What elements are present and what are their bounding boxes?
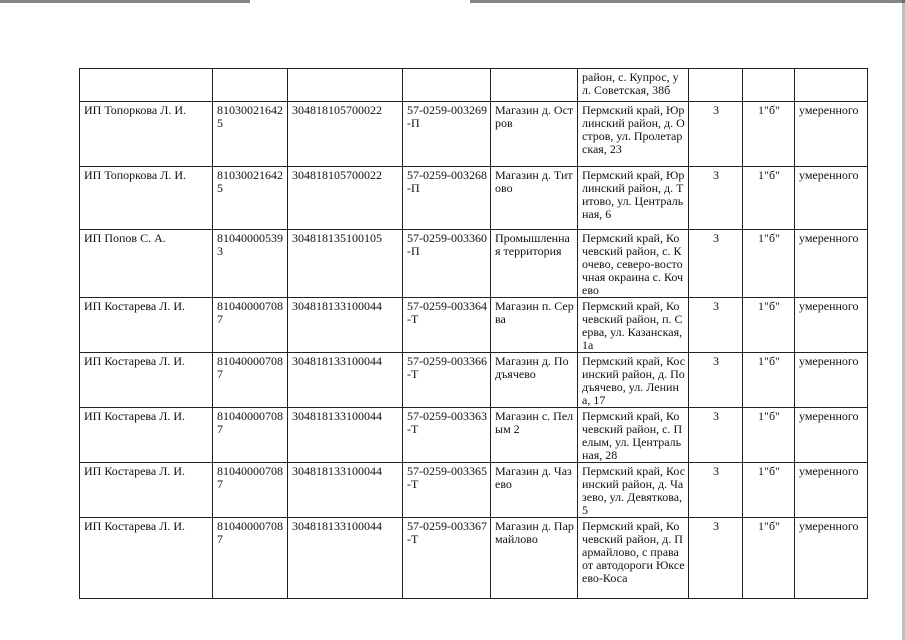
cell-object: Магазин д. Чазево — [491, 463, 578, 518]
cell-category: 1"б" — [743, 408, 795, 463]
cell-address: Пермский край, Косинский район, д. Подъячево, ул. Ленина, 17 — [578, 353, 689, 408]
cell-category: 1"б" — [743, 230, 795, 298]
cell-reg-number: 57-0259-003269-П — [403, 102, 491, 167]
cell-name: ИП Топоркова Л. И. — [80, 167, 213, 230]
cell-address: район, с. Купрос, ул. Советская, 38б — [578, 69, 689, 102]
cell-reg-number: 57-0259-003360-П — [403, 230, 491, 298]
cell-category — [743, 69, 795, 102]
cell-name — [80, 69, 213, 102]
cell-num: 3 — [689, 353, 743, 408]
cell-address: Пермский край, Кочевский район, п. Серва, ул. Казанская, 1а — [578, 298, 689, 353]
registry-table — [79, 68, 868, 599]
cell-address: Пермский край, Кочевский район, с. Пелым, ул. Центральная, 28 — [578, 408, 689, 463]
cell-category: 1"б" — [743, 518, 795, 599]
cell-ogrnip: 304818133100044 — [288, 408, 403, 463]
cell-num: 3 — [689, 463, 743, 518]
cell-ogrnip: 304818105700022 — [288, 102, 403, 167]
cell-reg-number: 57-0259-003363-Т — [403, 408, 491, 463]
cell-risk: умеренного — [795, 167, 868, 230]
cell-category: 1"б" — [743, 298, 795, 353]
cell-inn: 810300216425 — [213, 167, 288, 230]
cell-name: ИП Костарева Л. И. — [80, 463, 213, 518]
cell-inn: 810400007087 — [213, 408, 288, 463]
cell-risk — [795, 69, 868, 102]
cell-object: Магазин д. Титово — [491, 167, 578, 230]
table-row — [80, 167, 868, 230]
cell-reg-number: 57-0259-003268-П — [403, 167, 491, 230]
table-row — [80, 408, 868, 463]
table-row — [80, 298, 868, 353]
cell-reg-number — [403, 69, 491, 102]
cell-ogrnip: 304818133100044 — [288, 353, 403, 408]
cell-inn: 810400005393 — [213, 230, 288, 298]
cell-object — [491, 69, 578, 102]
cell-name: ИП Костарева Л. И. — [80, 408, 213, 463]
cell-name: ИП Костарева Л. И. — [80, 298, 213, 353]
cell-object: Магазин д. Остров — [491, 102, 578, 167]
cell-num: 3 — [689, 167, 743, 230]
cell-num: 3 — [689, 230, 743, 298]
cell-risk: умеренного — [795, 408, 868, 463]
cell-address: Пермский край, Кочевский район, с. Кочево, северо-восточная окраина с. Кочево — [578, 230, 689, 298]
cell-ogrnip: 304818133100044 — [288, 298, 403, 353]
cell-reg-number: 57-0259-003365-Т — [403, 463, 491, 518]
cell-category: 1"б" — [743, 167, 795, 230]
cell-address: Пермский край, Косинский район, д. Чазево, ул. Девяткова, 5 — [578, 463, 689, 518]
cell-risk: умеренного — [795, 298, 868, 353]
cell-num: 3 — [689, 298, 743, 353]
cell-inn: 810400007087 — [213, 298, 288, 353]
cell-num: 3 — [689, 102, 743, 167]
scan-top-edge — [0, 0, 905, 3]
cell-object: Магазин с. Пелым 2 — [491, 408, 578, 463]
cell-num — [689, 69, 743, 102]
cell-name: ИП Костарева Л. И. — [80, 353, 213, 408]
cell-ogrnip — [288, 69, 403, 102]
cell-name: ИП Костарева Л. И. — [80, 518, 213, 599]
cell-inn: 810400007087 — [213, 353, 288, 408]
cell-reg-number: 57-0259-003366-Т — [403, 353, 491, 408]
cell-name: ИП Топоркова Л. И. — [80, 102, 213, 167]
table-row — [80, 102, 868, 167]
cell-ogrnip: 304818133100044 — [288, 518, 403, 599]
cell-reg-number: 57-0259-003367-Т — [403, 518, 491, 599]
cell-num: 3 — [689, 408, 743, 463]
cell-category: 1"б" — [743, 102, 795, 167]
cell-num: 3 — [689, 518, 743, 599]
cell-risk: умеренного — [795, 518, 868, 599]
cell-risk: умеренного — [795, 353, 868, 408]
cell-ogrnip: 304818105700022 — [288, 167, 403, 230]
cell-risk: умеренного — [795, 463, 868, 518]
cell-inn: 810300216425 — [213, 102, 288, 167]
cell-inn — [213, 69, 288, 102]
cell-ogrnip: 304818133100044 — [288, 463, 403, 518]
cell-object: Промышленная территория — [491, 230, 578, 298]
cell-address: Пермский край, Кочевский район, д. Пармайлово, с права от автодороги Юксеево-Коса — [578, 518, 689, 599]
table-row — [80, 463, 868, 518]
table-row — [80, 353, 868, 408]
cell-object: Магазин д. Подъячево — [491, 353, 578, 408]
table-row-continuation — [80, 69, 868, 102]
cell-category: 1"б" — [743, 463, 795, 518]
cell-risk: умеренного — [795, 102, 868, 167]
cell-category: 1"б" — [743, 353, 795, 408]
table-row — [80, 518, 868, 599]
cell-name: ИП Попов С. А. — [80, 230, 213, 298]
cell-reg-number: 57-0259-003364-Т — [403, 298, 491, 353]
cell-address: Пермский край, Юрлинский район, д. Остров, ул. Пролетарская, 23 — [578, 102, 689, 167]
cell-object: Магазин д. Пармайлово — [491, 518, 578, 599]
cell-inn: 810400007087 — [213, 463, 288, 518]
cell-risk: умеренного — [795, 230, 868, 298]
cell-object: Магазин п. Серва — [491, 298, 578, 353]
cell-ogrnip: 304818135100105 — [288, 230, 403, 298]
table-row — [80, 230, 868, 298]
cell-inn: 810400007087 — [213, 518, 288, 599]
cell-address: Пермский край, Юрлинский район, д. Титово, ул. Центральная, 6 — [578, 167, 689, 230]
